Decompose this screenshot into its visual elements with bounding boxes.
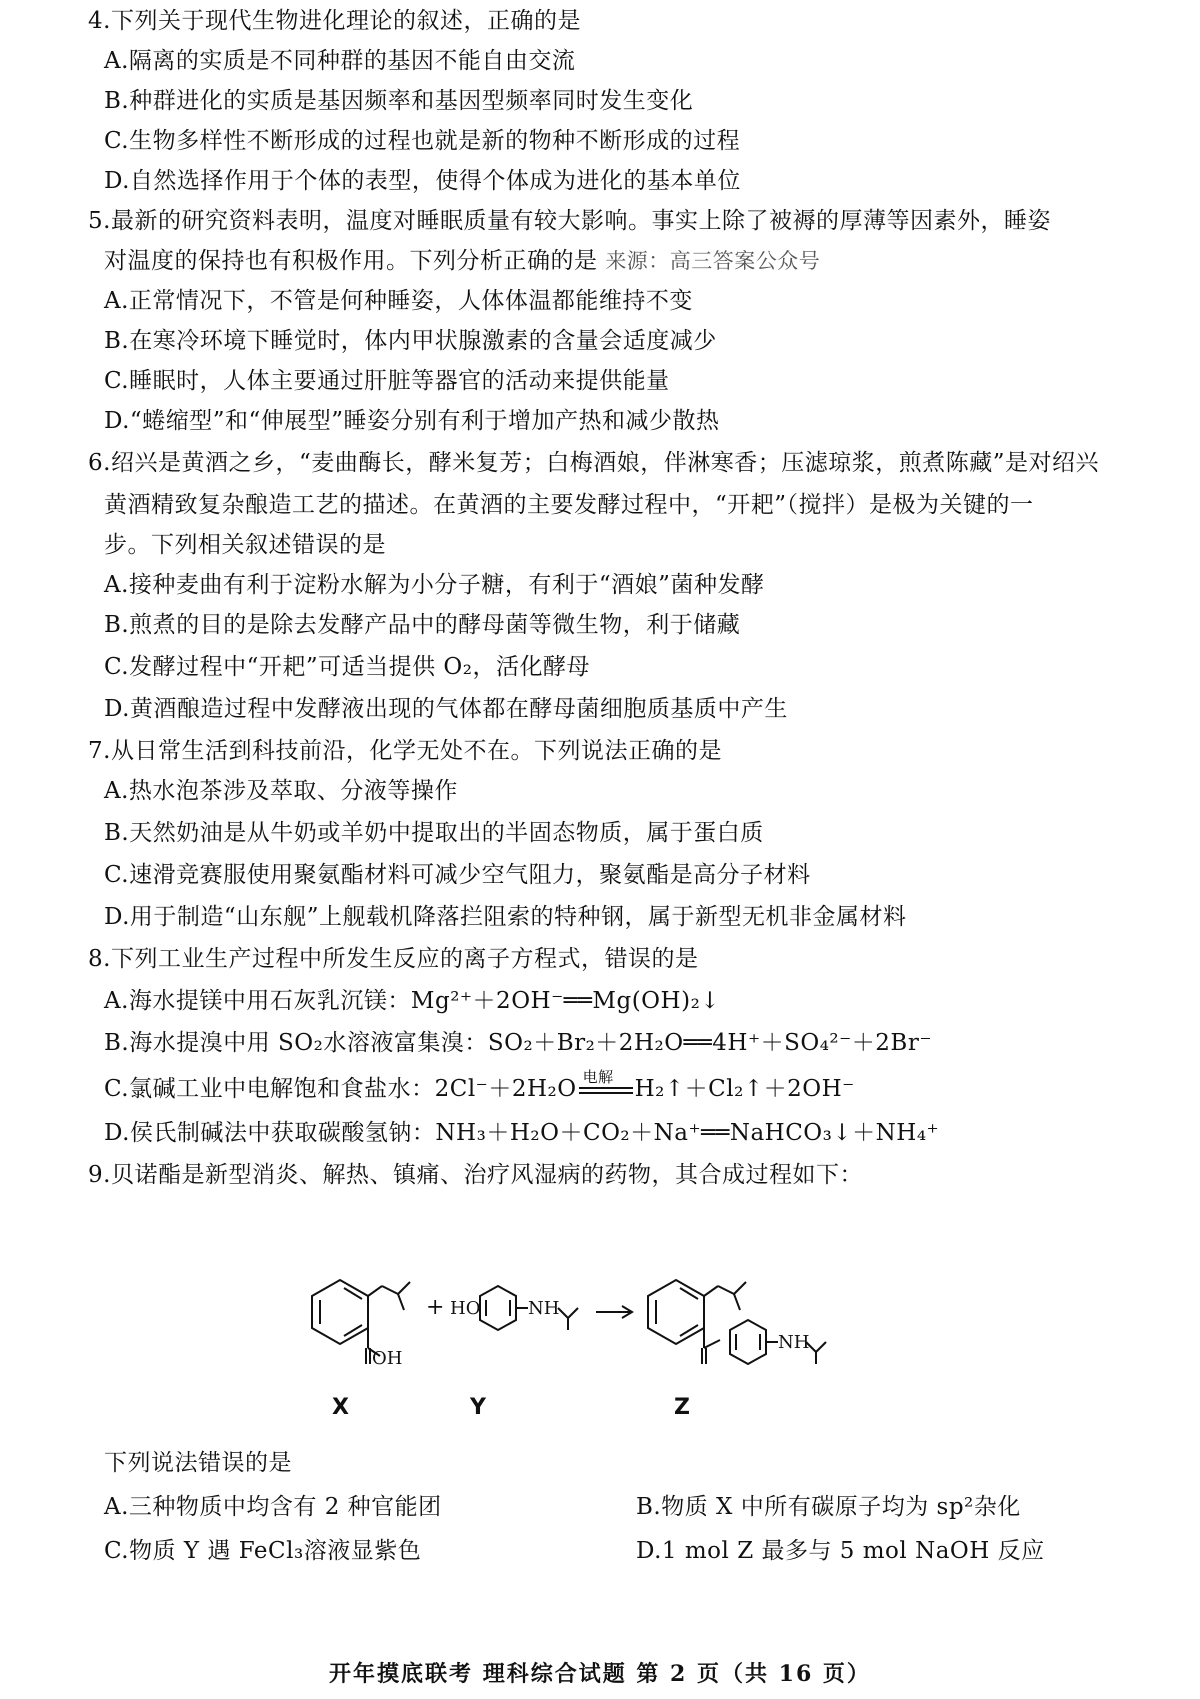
q4-option-b: B.种群进化的实质是基因频率和基因型频率同时发生变化 [104,88,694,114]
plus-sign: + [426,1295,445,1320]
q8-option-c [104,1068,855,1104]
page-footer: 开年摸底联考 理科综合试题 第 2 页（共 16 页） [329,1661,871,1687]
synthesis-scheme-figure [300,1272,860,1382]
q8-c-rhs: H₂↑＋Cl₂↑＋2OH⁻ [634,1076,855,1102]
q7-stem: 7.从日常生活到科技前沿，化学无处不在。下列说法正确的是 [88,738,722,764]
q5-option-c: C.睡眠时，人体主要通过肝脏等器官的活动来提供能量 [104,368,670,394]
z-nh-label: NH [778,1332,810,1353]
y-ho-label: HO [450,1298,481,1319]
q6-stem-line3: 步。下列相关叙述错误的是 [104,532,386,558]
x-oh-label: OH [372,1348,403,1369]
y-nh-label: NH [528,1298,560,1319]
q4-option-a: A.隔离的实质是不同种群的基因不能自由交流 [104,48,576,74]
q6-option-c: C.发酵过程中“开耙”可适当提供 O₂，活化酵母 [104,654,590,680]
q5-option-d: D.“蜷缩型”和“伸展型”睡姿分别有利于增加产热和减少散热 [104,408,720,434]
q9-option-b: B.物质 X 中所有碳原子均为 sp²杂化 [636,1494,1021,1520]
q8-c-lhs: C.氯碱工业中电解饱和食盐水：2Cl⁻＋2H₂O [104,1076,577,1102]
q9-option-c: C.物质 Y 遇 FeCl₃溶液显紫色 [104,1538,422,1564]
q7-option-a: A.热水泡茶涉及萃取、分液等操作 [104,778,458,804]
q5-stem-line2 [104,246,820,276]
q5-stem-text: 对温度的保持也有积极作用。下列分析正确的是 [104,248,598,274]
q6-option-d: D.黄酒酿造过程中发酵液出现的气体都在酵母菌细胞质基质中产生 [104,696,788,722]
q8-option-a: A.海水提镁中用石灰乳沉镁：Mg²⁺＋2OH⁻══Mg(OH)₂↓ [104,988,721,1014]
electrolysis-condition: 电解 [582,1068,614,1086]
q9-option-a: A.三种物质中均含有 2 种官能团 [104,1494,442,1520]
q4-option-d: D.自然选择作用于个体的表型，使得个体成为进化的基本单位 [104,168,741,194]
q6-stem-line2: 黄酒精致复杂酿造工艺的描述。在黄酒的主要发酵过程中，“开耙”（搅拌）是极为关键的一 [104,492,1034,518]
compound-z-label: Z [674,1395,690,1420]
q4-stem: 4.下列关于现代生物进化理论的叙述，正确的是 [88,8,581,34]
q6-option-b: B.煎煮的目的是除去发酵产品中的酵母菌等微生物，利于储藏 [104,612,741,638]
q7-option-b: B.天然奶油是从牛奶或羊奶中提取出的半固态物质，属于蛋白质 [104,820,764,846]
q9-stem: 9.贝诺酯是新型消炎、解热、镇痛、治疗风湿病的药物，其合成过程如下： [88,1162,863,1188]
source-watermark: 来源：高三答案公众号 [605,249,821,273]
q7-option-d: D.用于制造“山东舰”上舰载机降落拦阻索的特种钢，属于新型无机非金属材料 [104,904,907,930]
q9-option-d: D.1 mol Z 最多与 5 mol NaOH 反应 [636,1538,1045,1564]
compound-x-label: X [332,1395,349,1420]
q8-option-b: B.海水提溴中用 SO₂水溶液富集溴：SO₂＋Br₂＋2H₂O══4H⁺＋SO₄²⁻＋2Br⁻ [104,1030,932,1056]
double-line-icon [579,1087,633,1094]
q8-option-d: D.侯氏制碱法中获取碳酸氢钠：NH₃＋H₂O＋CO₂＋Na⁺══NaHCO₃↓＋NH₄⁺ [104,1120,940,1146]
q4-option-c: C.生物多样性不断形成的过程也就是新的物种不断形成的过程 [104,128,741,154]
q7-option-c: C.速滑竞赛服使用聚氨酯材料可减少空气阻力，聚氨酯是高分子材料 [104,862,811,888]
q6-stem-line1: 6.绍兴是黄酒之乡，“麦曲酶长，酵米复芳；白梅酒娘，伴淋寒香；压滤琼浆，煎煮陈藏”是对绍兴 [88,450,1099,476]
q8-stem: 8.下列工业生产过程中所发生反应的离子方程式，错误的是 [88,946,699,972]
q6-option-a: A.接种麦曲有利于淀粉水解为小分子糖，有利于“酒娘”菌种发酵 [104,572,765,598]
q9-sub-stem: 下列说法错误的是 [104,1450,292,1476]
compound-y-label: Y [470,1395,486,1420]
q5-option-b: B.在寒冷环境下睡觉时，体内甲状腺激素的含量会适度减少 [104,328,717,354]
electrolysis-arrow [577,1068,635,1102]
q5-stem-line1: 5.最新的研究资料表明，温度对睡眠质量有较大影响。事实上除了被褥的厚薄等因素外，睡姿 [88,208,1051,234]
q5-option-a: A.正常情况下，不管是何种睡姿，人体体温都能维持不变 [104,288,693,314]
